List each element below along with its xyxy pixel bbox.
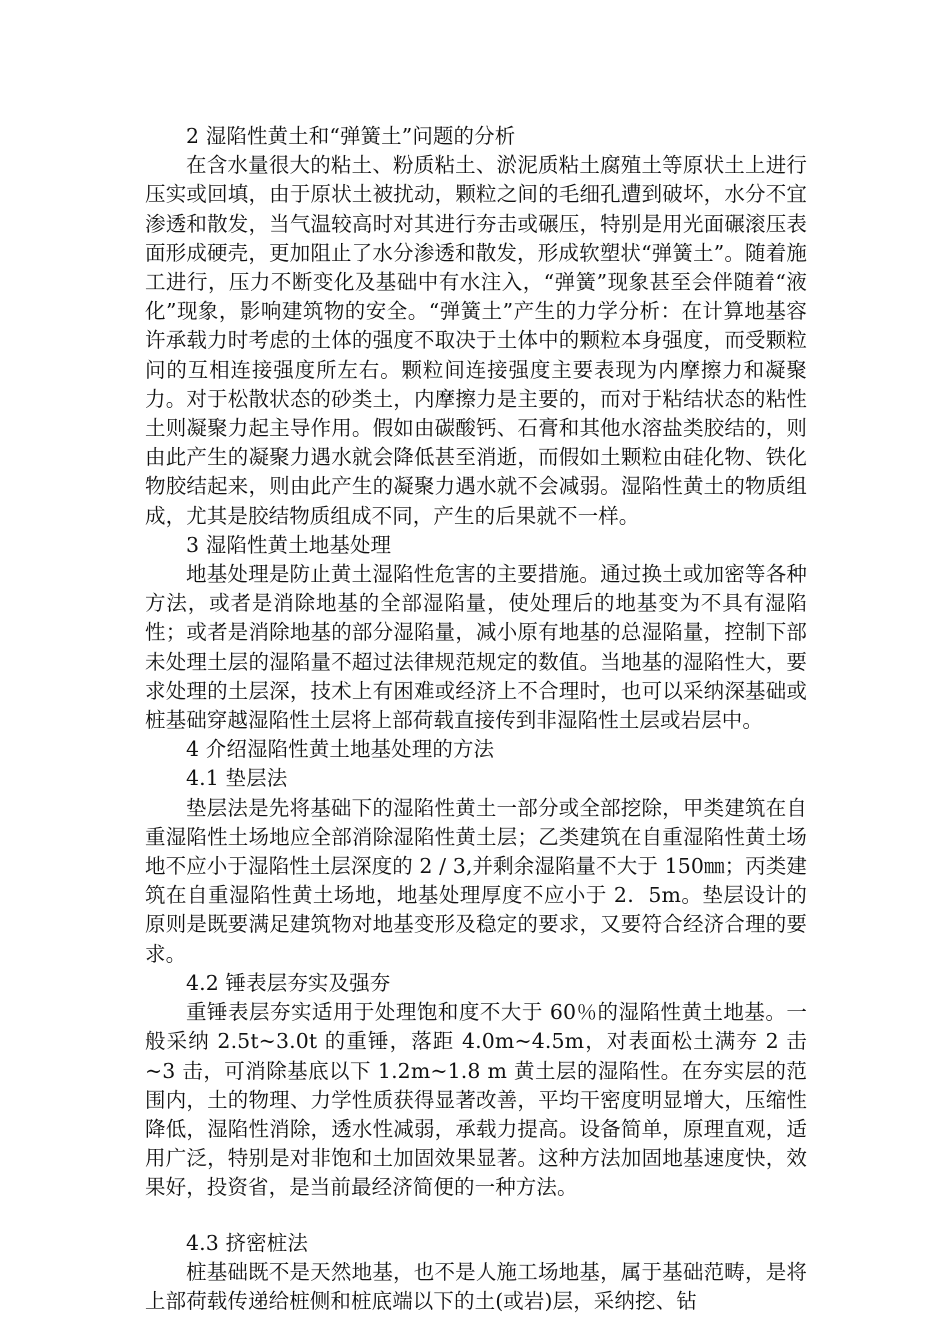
section-heading-4-1: 4.1 垫层法 [186, 766, 288, 791]
section-heading-4-2: 4.2 锤表层夯实及强夯 [186, 970, 391, 995]
section-paragraph-4-3: 桩基础既不是天然地基，也不是人施工场地基，属于基础范畴，是将上部荷载传递给桩侧和桩底端以下的土(或岩)层，采纳挖、钻 [145, 1259, 807, 1313]
section-heading-3: 3 湿陷性黄土地基处理 [186, 532, 392, 557]
section-paragraph-4-1: 垫层法是先将基础下的湿陷性黄土一部分或全部挖除，甲类建筑在自重湿陷性土场地应全部消除湿陷性黄土层；乙类建筑在自重湿陷性黄土场地不应小于湿陷性土层深度的 2 / 3,并剩余湿陷量不大于 150㎜；丙类建筑在自重湿陷性黄土场地，地基处理厚度不应小于 2．5m。垫层设计的原则是既要满足建筑物对地基变形及稳定的要求，又要符合经济合理的要求。 [145, 795, 808, 966]
document-body [145, 122, 807, 1316]
blank-line [145, 1203, 807, 1229]
section-paragraph-2: 在含水量很大的粘土、粉质粘土、淤泥质粘土腐殖土等原状土上进行压实或回填，由于原状土被扰动，颗粒之间的毛细孔遭到破坏，水分不宜渗透和散发，当气温较高时对其进行夯击或碾压，特别是用光面碾滚压表面形成硬壳，更加阻止了水分渗透和散发，形成软塑状“弹簧土”。随着施工进行，压力不断变化及基础中有水注入，“弹簧”现象甚至会伴随着“液化”现象，影响建筑物的安全。“弹簧土”产生的力学分析：在计算地基容许承载力时考虑的土体的强度不取决于土体中的颗粒本身强度，而受颗粒问的互相连接强度所左右。颗粒间连接强度主要表现为内摩擦力和凝聚力。对于松散状态的砂类土，内摩擦力是主要的，而对于粘结状态的粘性土则凝聚力起主导作用。假如由碳酸钙、石膏和其他水溶盐类胶结的，则由此产生的凝聚力遇水就会降低甚至消逝，而假如土颗粒由硅化物、铁化物胶结起来，则由此产生的凝聚力遇水就不会减弱。湿陷性黄土的物质组成，尤其是胶结物质组成不同，产生的后果就不一样。 [145, 153, 807, 528]
section-paragraph-3: 地基处理是防止黄土湿陷性危害的主要措施。通过换土或加密等各种方法，或者是消除地基的全部湿陷量，使处理后的地基变为不具有湿陷性；或者是消除地基的部分湿陷量，减小原有地基的总湿陷量，控制下部未处理土层的湿陷量不超过法律规范规定的数值。当地基的湿陷性大，要求处理的土层深，技术上有困难或经济上不合理时，也可以采纳深基础或桩基础穿越湿陷性土层将上部荷载直接传到非湿陷性土层或岩层中。 [145, 562, 807, 733]
section-heading-2: 2 湿陷性黄土和“弹簧土”问题的分析 [186, 124, 516, 148]
section-heading-4-3: 4.3 挤密桩法 [186, 1230, 308, 1255]
section-paragraph-4-2: 重锤表层夯实适用于处理饱和度不大于 60％的湿陷性黄土地基。一般采纳 2.5t~3.0t 的重锤，落距 4.0m~4.5m，对表面松土满夯 2 击~3 击，可消除基底以下 1.2m~1.8 m 黄土层的湿陷性。在夯实层的范围内，土的物理、力学性质获得显著改善，平均干密度明显增大，压缩性降低，湿陷性消除，透水性减弱，承载力提高。设备简单，原理直观，适用广泛，特别是对非饱和土加固效果显著。这种方法加固地基速度快，效果好，投资省，是当前最经济简便的一种方法。 [145, 1000, 807, 1200]
section-heading-4: 4 介绍湿陷性黄土地基处理的方法 [186, 737, 495, 762]
